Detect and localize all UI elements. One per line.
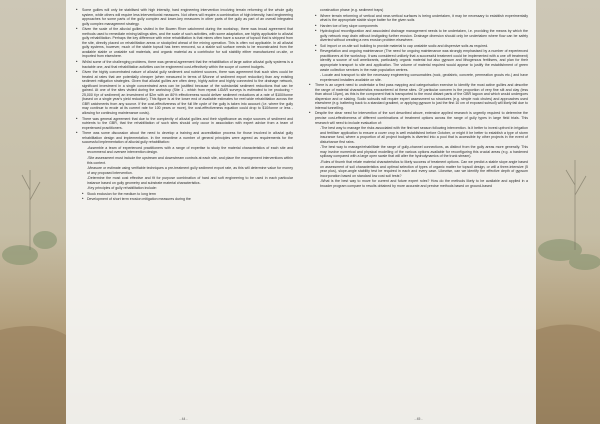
sub-paragraph: construction phase (e.g. sediment traps) [320, 8, 384, 12]
sub-bullet: • Stock exclusion for the medium to long term [76, 192, 293, 197]
sub-paragraph: -The best way to manage the risks associated with the first wet season following intervention. Is it better to invest upfront in irrigation and fertiliser application to ensure a cover crop is well established before October, or might it be better to establish a type of storm insurance fund, where a proportion of all project budgets is diverted into a pool that is accessible by other projects in the event of disturbance first rains. [320, 126, 528, 144]
sub-bullet: • Harden toe of key slope components [309, 24, 528, 29]
sub-bullet: • Development of short term erosion mitigation measures during the [76, 197, 293, 202]
sub-paragraph: -Site assessment must include the upstream and downstream controls at each site, and place the management interventions within this context. [87, 155, 293, 165]
sub-paragraph: -Key principles of gully rehabilitation include: [87, 186, 157, 191]
bullet-paragraph: • Given the highly concentrated nature of alluvial gully sediment and nutrient sources, there was agreement that such sites could be treated at rates that are potentially cheaper (when measured in terms of $/tonne of sediment export reduction) than any existing sediment mitigation strategies. Given that alluvial gullies are often deep, highly active and highly connected to the drainage network, significant investment in a single concentrated area can be justified because of the substantial sediment reductions that can be gained. At one of the sites visited during the workshop (Site 1 - which from repeat LiDAR surveys is estimated to be producing ~ 25,000 t/yr of sediment) an investment of $2m with an 80% effectiveness would deliver sediment reductions at a rate of $100/tonne (based on a single year's yield reduction). This figure is at the lower end of available estimates for reef-wide rehabilitation across the GBR catchments from any source. If the cost-effectiveness of the full life cycle of the gully is taken into account (i.e. where the gully may continue to erode at its current rate for 100 years or more), the cost-effectiveness equation could drop to $10/tonne or less - allowing for continuing maintenance costs). [76, 70, 293, 115]
left-column-text [76, 8, 293, 202]
page-right [301, 0, 536, 424]
sub-paragraph: -Rules of thumb that relate material characteristics to likely success of treatment options. Can we predict a stable slope angle based on assessment of soil characteristics and optimal selection of types of organic matter for topsoil design, or will a three-intensive (5 year plus), slope-angle stability test be required in each and every case. Likewise, can we identify the effective depth of gypsum incorporation based on standard low cost soil tests? [320, 159, 528, 178]
bullet-paragraph: • Given the scale of the alluvial gullies visited in the Bowen River catchment during the workshop, there was broad agreement that methods used to remediate mining tailings sites, and the scale of such activities, with some adaptation, are highly applicable to alluvial gully rehabilitation. Perhaps the key difference with mine rehabilitation is that mines often have a source of topsoil that is stripped from the site, directly placed on rehabilitation areas or stockpiled ahead of the mining operation. This is often not applicable. In all alluvial gully systems, however, much of the stable topsoil has been removed, so a stable soil surface needs to be reconstructed from the available stable or unstable soil materials, and organic material as a contributor for soil stability either manufactured on-site, or imported from elsewhere. [76, 27, 293, 59]
page-number: - 45 - [414, 417, 423, 421]
bullet-paragraph: • There is an urgent need to undertake a first pass mapping and categorisation exercise to identify the most active gullies and describe the range of material characteristics encountered at these sites. Of particular concern is the proportion of very fine silt and clay (less than about 10µm), as this is the component that is transported to the most distant parts of the GBR lagoon and which would undergoes dispersion and or slaking. Sodic subsoils will require expert assessment so structures (e.g. simple rock chutes) and approaches used elsewhere (e.g. battering back to a standard gradient, or applying gypsum to just the first 10 cm of exposed subsoil) will likely fail due to internal tunnelling. [309, 83, 528, 110]
right-column-text [309, 8, 528, 188]
sub-paragraph: -The best way to manage/rehabilitate the range of gully-channel connections, as distinct from the gully areas more generally. This may involve numerical and physical modelling of the various options available for reconfiguring this crucial areas (e.g. a hardened spillway compared with a large open swale that will alter the hydrodynamics of the trunk stream). [320, 145, 528, 159]
sub-paragraph: -Assemble a team of experienced practitioners with a range of expertise to study the material characteristics of each site and recommend and oversee intervention design. [87, 145, 293, 155]
sub-bullet: • Where terrain reforming of vertical and near-vertical surfaces is being undertaken, it may be necessary to establish experimentally what is the appropriate stable slope batter for the given soils [309, 14, 528, 23]
sub-paragraph: - Locate and transport to site the necessary engineering consumables (rock, geofabric, concrete, permeation grouts etc.) and have experienced installers available on site. [320, 73, 528, 82]
sub-bullet: • Soil import or on-site soil building to provide material to cap unstable sodic and dispersive soils as required. [309, 44, 528, 49]
page-number: - 44 - [179, 417, 188, 421]
bullet-paragraph: • There was some discussion about the need to develop a training and accreditation process for those involved in alluvial gully rehabilitation design and implementation. In the meantime a number of general principles were agreed as requirements for the successful implementation of alluvial gully rehabilitation: [76, 131, 293, 145]
bullet-paragraph: • There was general agreement that due to the complexity of alluvial gullies and their significance as major sources of sediment and nutrients to the GBR, that the rehabilitation of such sites should only occur in association with expert advice from a team of experienced practitioners. [76, 117, 293, 131]
sub-bullet: • Hydrological reconfiguration and associated drainage management needs to be undertaken, i.e. providing the means by which the gully network may drain without instigating further erosion. Drainage diversion should only be undertaken where flow can be safely diverted without creating a new erosion problem elsewhere. [309, 29, 528, 43]
sub-bullet: • Revegetation and ongoing maintenance (The need for ongoing maintenance was strongly emphasised by a number of experienced practitioners at the workshop. It was considered unlikely that a successful treatment could be implemented with a one off treatment) identify a source of soil ameliorants, particularly organic material but also gypsum and lithogenous fertilisers, and plan for their appropriate transport to site and application. The volume of material required would appear to justify the establishment of green waste collection services in the main population centres. [309, 49, 528, 72]
bullet-paragraph: • Despite the clear need for intervention of the sort described above, extensive applied research is urgently required to determine the precise cost-effectiveness of different combinations of treatment options across the range of gully types in large field trials. This research will need to include evaluation of: [309, 111, 528, 125]
sub-paragraph: -Measure or estimate using verifiable techniques a pre-treatment gully sediment export rate, as this will determine value for money of any proposed intervention. [87, 166, 293, 175]
bullet-paragraph: • Whilst some of the challenging problems, there was general agreement that the rehabilitation of large active alluvial gully systems is a tractable one, and that rehabilitation activities can be engineered cost-effectively within the scope of current budgets. [76, 60, 293, 69]
sub-paragraph: -Determine the most cost effective and fit for purpose combination of hard and soft engineering to be used in each particular instance based on gully geometry and substrate material characteristics. [87, 176, 293, 185]
sub-paragraph: -What is the best way to move for current and future expert roles? How do the methods likely to be available and applied in a broader program compare to results obtained by more accurate and precise methods based on ground-based [320, 179, 528, 188]
page-left [66, 0, 301, 424]
bullet-paragraph: • Some gullies will only be stabilised with high intensity, hard engineering intervention involving terrain reforming of the whole gully system, while others will require less interventionist measures. Not others will require a combination of high intensity, hard engineering approaches for some parts of the gully complex and lower-key measures in other parts of the gully as part of an overall integrated gully complex management strategy. [76, 8, 293, 26]
